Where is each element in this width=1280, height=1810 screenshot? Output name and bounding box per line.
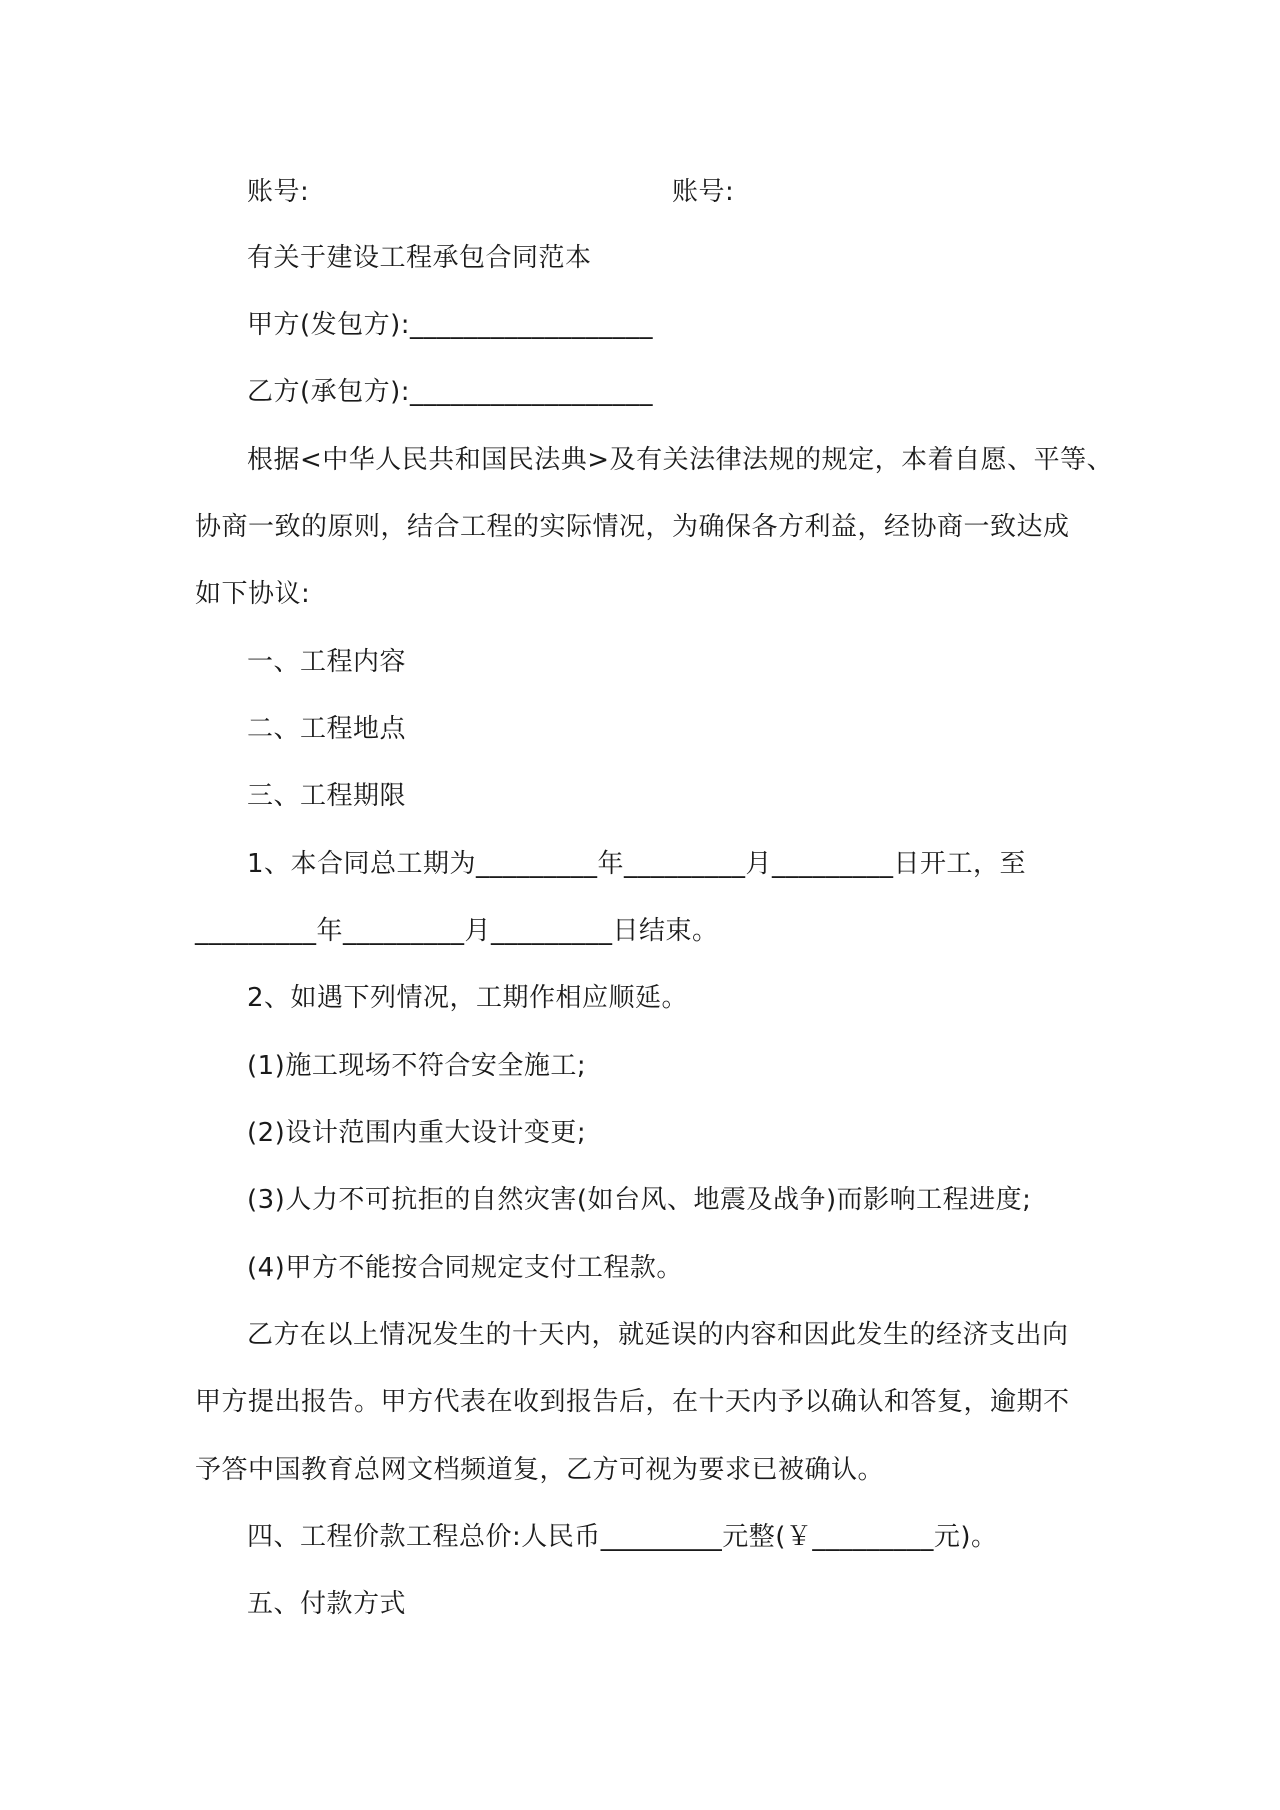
term-1-line-1: 1、本合同总工期为_________年_________月_________日开工，至 bbox=[247, 849, 1027, 879]
intro-line-2: 协商一致的原则，结合工程的实际情况，为确保各方利益，经协商一致达成 bbox=[195, 512, 1070, 542]
term-1-line-2: _________年_________月_________日结束。 bbox=[195, 916, 719, 946]
section-heading-5: 五、付款方式 bbox=[247, 1589, 407, 1619]
section-heading-3: 三、工程期限 bbox=[247, 781, 407, 811]
case-item-4: (4)甲方不能按合同规定支付工程款。 bbox=[247, 1253, 683, 1283]
account-label-left: 账号: bbox=[247, 177, 310, 207]
case-item-2: (2)设计范围内重大设计变更; bbox=[247, 1118, 587, 1148]
party-b-line: 乙方(承包方):__________________ bbox=[247, 377, 654, 407]
report-line-2: 甲方提出报告。甲方代表在收到报告后，在十天内予以确认和答复，逾期不 bbox=[195, 1387, 1070, 1417]
document-title: 有关于建设工程承包合同范本 bbox=[247, 243, 592, 273]
intro-line-3: 如下协议: bbox=[195, 579, 311, 609]
section-heading-1: 一、工程内容 bbox=[247, 647, 407, 677]
case-item-1: (1)施工现场不符合安全施工; bbox=[247, 1051, 587, 1081]
section-heading-2: 二、工程地点 bbox=[247, 714, 407, 744]
section-heading-4: 四、工程价款工程总价:人民币_________元整(￥_________元)。 bbox=[247, 1522, 998, 1552]
case-item-3: (3)人力不可抗拒的自然灾害(如台风、地震及战争)而影响工程进度; bbox=[247, 1185, 1032, 1215]
report-line-1: 乙方在以上情况发生的十天内，就延误的内容和因此发生的经济支出向 bbox=[247, 1320, 1069, 1350]
account-label-right: 账号: bbox=[672, 177, 735, 207]
intro-line-1: 根据<中华人民共和国民法典>及有关法律法规的规定，本着自愿、平等、 bbox=[247, 445, 1114, 475]
party-a-line: 甲方(发包方):__________________ bbox=[247, 310, 654, 340]
term-2: 2、如遇下列情况，工期作相应顺延。 bbox=[247, 983, 689, 1013]
report-line-3: 予答中国教育总网文档频道复，乙方可视为要求已被确认。 bbox=[195, 1455, 885, 1485]
